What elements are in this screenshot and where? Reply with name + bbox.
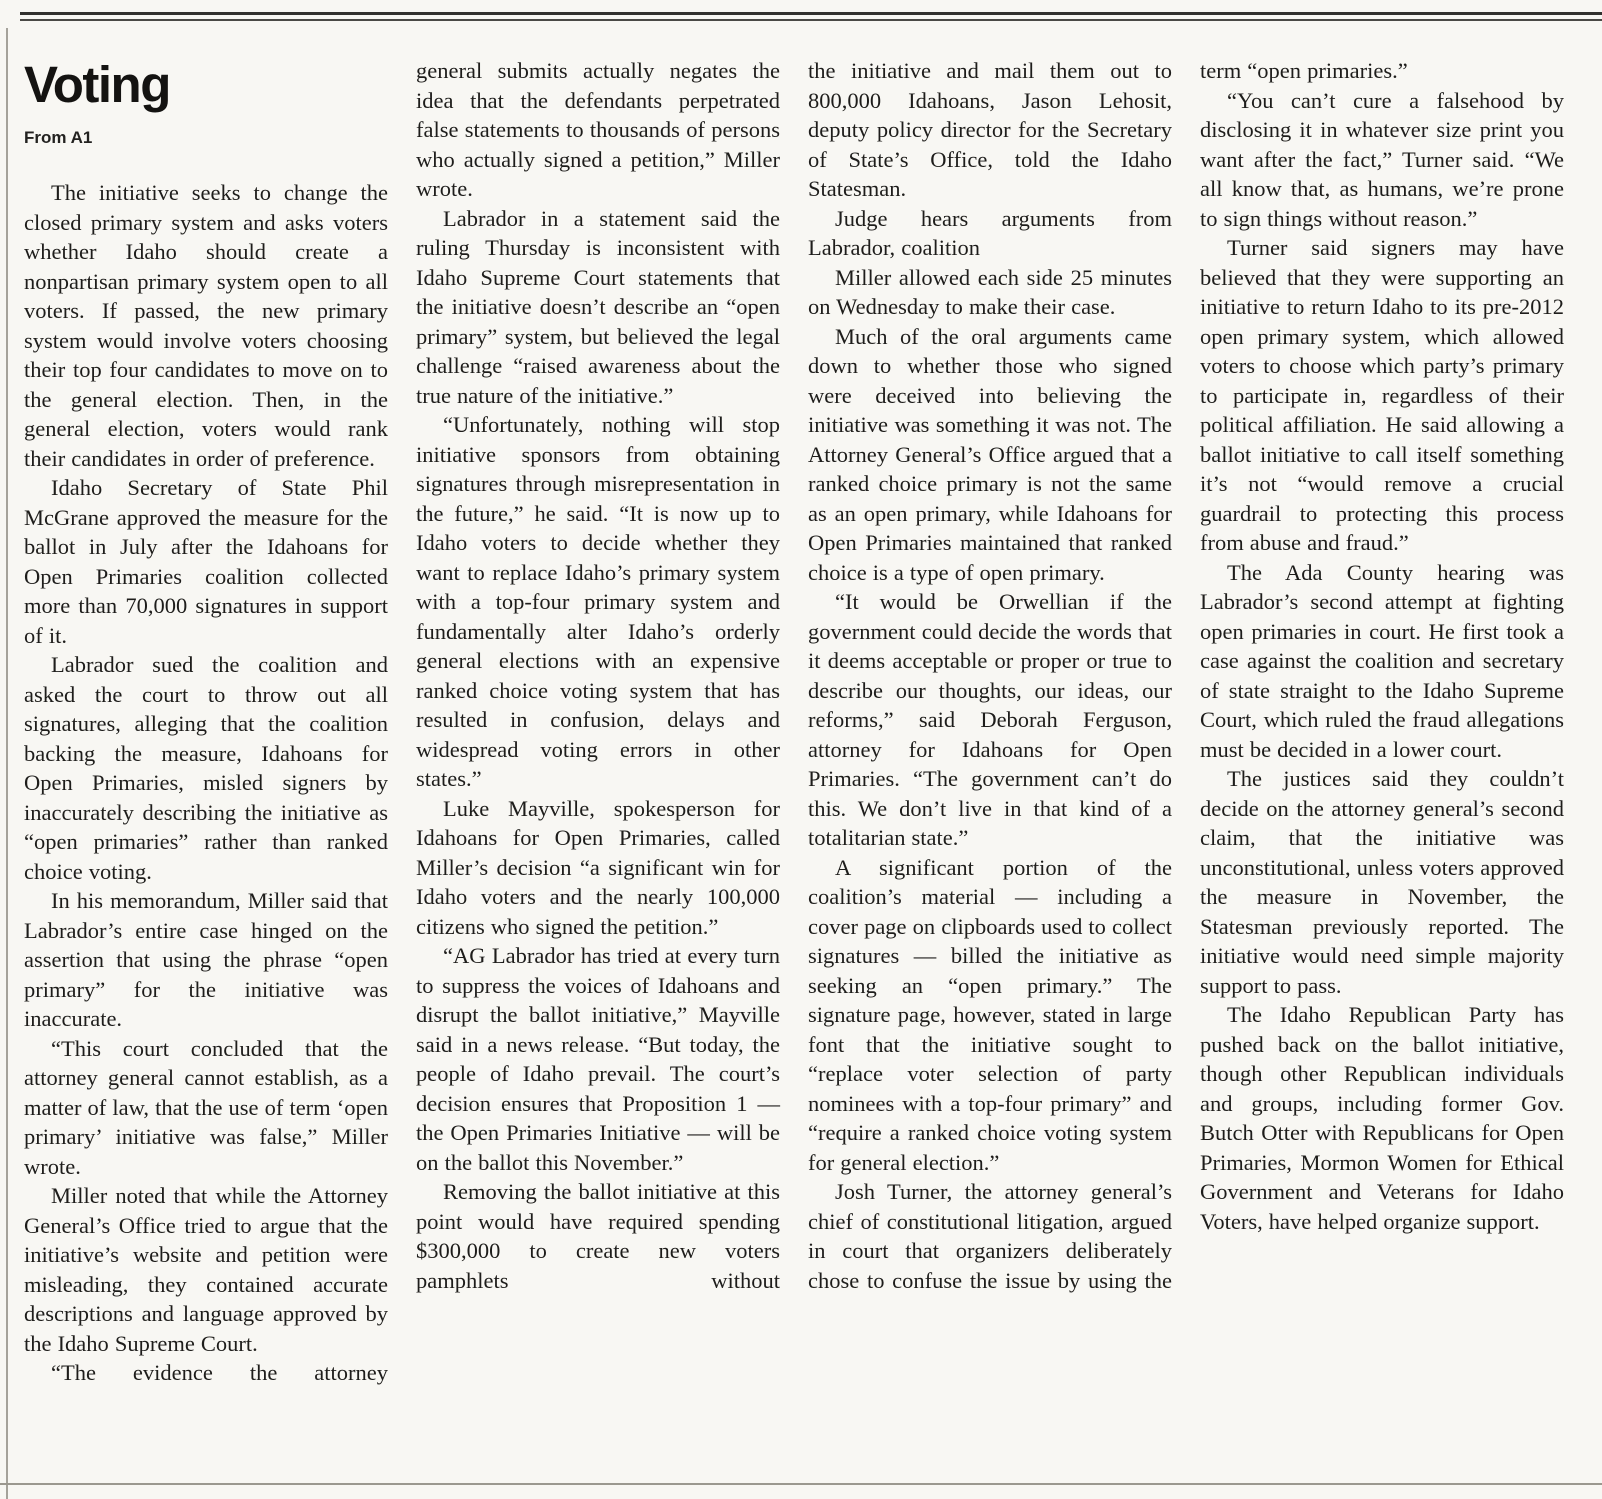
paragraph: Removing the ballot initiative at this point would have required spending $300,000 to create new voters pamphlets without [416, 1179, 780, 1293]
paragraph: The Idaho Republican Party has pushed back on the ballot initiative, though other Republican individuals and groups, including former Gov. Butch Otter with Republicans for Open Primaries, Mormon Women for Ethical Government and Veterans for Idaho Voters, have helped organize support. [1200, 1002, 1564, 1234]
paragraph: Idaho Secretary of State Phil McGrane approved the measure for the ballot in July after the Idahoans for Open Primaries coalition collected more than 70,000 signatures in support of it. [24, 475, 388, 648]
paragraph: Miller noted that while the Attorney General’s Office tried to argue that the initiative’s website and petition were misleading, they contained accurate descriptions and language approved by the Idaho Supreme Court. [24, 1183, 388, 1356]
paragraph: “Unfortunately, nothing will stop initiative sponsors from obtaining signatures through misrepresentation in the future,” he said. “It is now up to Idaho voters to decide whether they want to replace Idaho’s primary system with a top-four primary system and fundamentally alter Idaho’s orderly general elections with an expensive ranked choice voting system that has resulted in confusion, delays and widespread voting errors in other states.” [416, 412, 780, 791]
paragraph: Miller allowed each side 25 minutes on Wednesday to make their case. [808, 264, 1172, 319]
paragraph: “This court concluded that the attorney general cannot establish, as a matter of law, that the use of term ‘open primary’ initiative was false,” Miller wrote. [24, 1035, 388, 1179]
paragraph: “It would be Orwellian if the government could decide the words that it deems acceptable or proper or true to describe our thoughts, our ideas, our reforms,” said Deborah Ferguson, attorney for Idahoans for Open Primaries. “The government can’t do this. We don’t live in that kind of a totalitarian state.” [808, 589, 1172, 850]
paragraph: “You can’t cure a falsehood by disclosing it in whatever size print you want after the fact,” Turner said. “We all know that, as humans, we’re prone to sign things without reason.” [1200, 87, 1564, 231]
paragraph: term “open primaries.” [1200, 58, 1408, 83]
paragraph: “The evidence the attorney [51, 1360, 388, 1385]
paragraph: Judge hears arguments from Labrador, coalition [808, 205, 1172, 260]
paragraph: A significant portion of the coalition’s material — including a cover page on clipboards used to collect signatures — billed the initiative as seeking an “open primary.” The signature page, however, stated in large font that the initiative sought to “replace voter selection of party nominees with a top-four primary” and “require a ranked choice voting system for general election.” [808, 854, 1172, 1175]
paragraph: The initiative seeks to change the closed primary system and asks voters whether Idaho should create a nonpartisan primary system open to all voters. If passed, the new primary system would involve voters choosing their top four candidates to move on to the general election. Then, in the general election, voters would rank their candidates in order of preference. [24, 180, 388, 471]
top-rule-thick [20, 12, 1602, 15]
paragraph: The justices said they couldn’t decide on the attorney general’s second claim, that the initiative was unconstitutional, unless voters approved the measure in November, the Statesman previously reported. The initiative would need simple majority support to pass. [1200, 766, 1564, 998]
paragraph: “AG Labrador has tried at every turn to suppress the voices of Idahoans and disrupt the ballot initiative,” Mayville said in a news release. “But today, the people of Idaho prevail. The court’s decision ensures that Proposition 1 — the Open Primaries Initiative — will be on the ballot this November.” [416, 943, 780, 1175]
paragraph: Turner said signers may have believed that they were supporting an initiative to return Idaho to its pre-2012 open primary system, which allowed voters to choose which party’s primary to participate in, regardless of their political affiliation. He said allowing a ballot initiative to call itself something it’s not “would remove a crucial guardrail to protecting this process from abuse and fraud.” [1200, 235, 1564, 555]
paragraph: The Ada County hearing was Labrador’s second attempt at fighting open primaries in court. He first took a case against the coalition and secretary of state straight to the Idaho Supreme Court, which ruled the fraud allegations must be decided in a lower court. [1200, 559, 1564, 762]
paragraph: general submits actually negates the idea that the defendants perpetrated false statements to thousands of persons who actually signed a petition,” Miller wrote. [416, 58, 780, 201]
left-edge-rule [6, 28, 8, 1499]
paragraph: Labrador sued the coalition and asked the court to throw out all signatures, alleging that the coalition backing the measure, Idahoans for Open Primaries, misled signers by inaccurately describing the initiative as “open primaries” rather than ranked choice voting. [24, 652, 388, 884]
paragraph: Labrador in a statement said the ruling Thursday is inconsistent with Idaho Supreme Court statements that the initiative doesn’t describe an “open primary” system, but believed the legal challenge “raised awareness about the true nature of the initiative.” [416, 205, 780, 408]
paragraph: Josh Turner, the attorney general’s chief of constitutional litigation, argued in court that organizers deliberately chose to confuse the issue by using the [808, 1179, 1172, 1293]
headline: Voting [24, 56, 170, 113]
article-body [24, 56, 1564, 1388]
column-1 [24, 56, 388, 1388]
column-3 [808, 56, 1172, 1388]
paragraph: In his memorandum, Miller said that Labrador’s entire case hinged on the assertion that using the phrase “open primary” for the initiative was inaccurate. [24, 888, 388, 1031]
paragraph: the initiative and mail them out to 800,000 Idahoans, Jason Lehosit, deputy policy director for the Secretary of State’s Office, told the Idaho Statesman. [808, 58, 1172, 201]
top-rule-thin [20, 19, 1602, 21]
paragraph: Much of the oral arguments came down to whether those who signed were deceived into believing the initiative was something it was not. The Attorney General’s Office argued that a ranked choice primary is not the same as an open primary, while Idahoans for Open Primaries maintained that ranked choice is a type of open primary. [808, 323, 1172, 585]
column-4 [1200, 56, 1564, 1388]
paragraph: Luke Mayville, spokesperson for Idahoans for Open Primaries, called Miller’s decision “a significant win for Idaho voters and the nearly 100,000 citizens who signed the petition.” [416, 795, 780, 939]
continuation-kicker: From A1 [24, 128, 93, 147]
column-2 [416, 56, 780, 1388]
bottom-rule [0, 1483, 1602, 1485]
headline-block [24, 56, 388, 148]
